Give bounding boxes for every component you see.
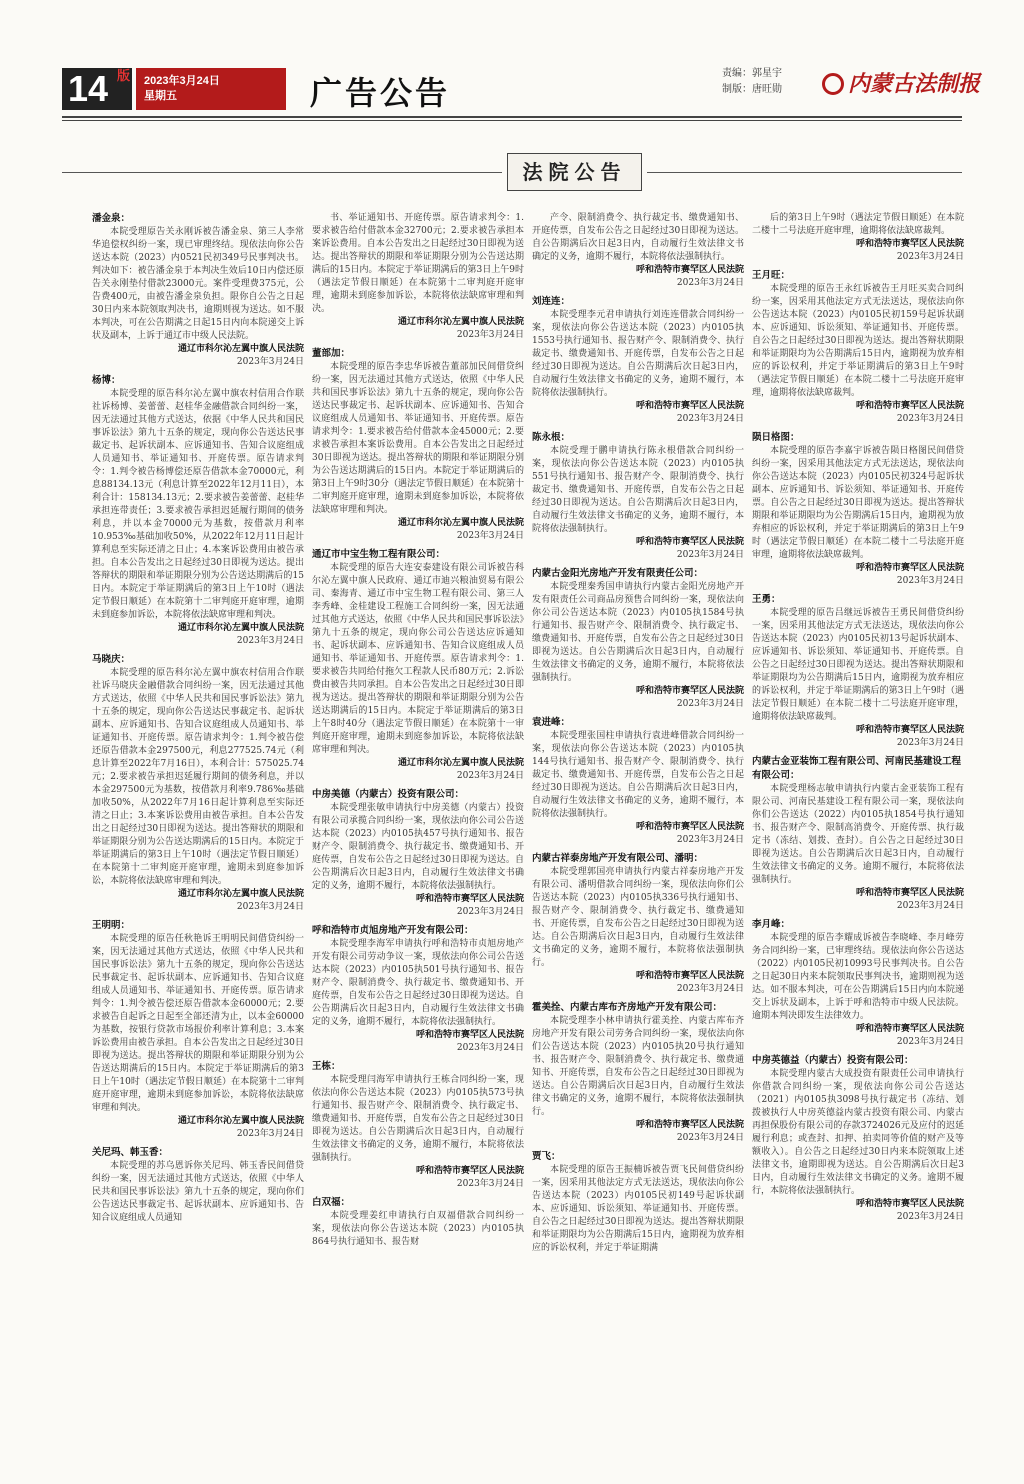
notice-addressee: 中房英德益（内蒙古）投资有限公司： bbox=[752, 1055, 914, 1066]
notice-body: 本院受理闫海军申请执行王栋合同纠纷一案，现依法向你公告送达本院（2023）内0105执573号执行通知书、报告财产令、限制消费令、执行裁定书、缴费通知书、开庭传票，自发布公告之日起经过30日即视为送达。自公告期满后次日起3日内，自动履行生效法律文书确定的义务，逾期不履行，本院将依法强制执行。 bbox=[312, 1075, 524, 1163]
notice-column bbox=[312, 212, 524, 1452]
notice-body: 本院受理姜红申请执行白双福借款合同纠纷一案，现依法向你公告送达本院（2023）内0105执864号执行通知书、报告财 bbox=[312, 1211, 524, 1247]
notice-addressee: 陨日格图： bbox=[752, 432, 800, 443]
notice-date: 2023年3月24日 bbox=[676, 550, 744, 560]
court-notice bbox=[92, 653, 304, 914]
notice-body: 本院受理张国柱申请执行袁进峰借款合同纠纷一案，现依法向你公告送达本院（2023）内0105执144号执行通知书、报告财产令、限制消费令、执行裁定书、缴费通知书、开庭传票，自发布公告之日起经过30日即视为送达。自公告期满后次日起3日内，自动履行生效法律文书确定的义务，逾期不履行，本院将依法强制执行。 bbox=[532, 731, 744, 819]
notice-date: 2023年3月24日 bbox=[456, 907, 524, 917]
notice-body: 本院受理秦秀国申请执行内蒙古金阳光房地产开发有限责任公司商品房预售合同纠纷一案，现依法向你公司公告送达本院（2023）内0105执1584号执行通知书、报告财产令、限制消费令、执行裁定书、缴费通知书、开庭传票，自发布公告之日起经过30日即视为送达。自公告期满后次日起3日内，自动履行生效法律文书确定的义务，逾期不履行，本院将依法强制执行。 bbox=[532, 582, 744, 683]
notice-body: 书、举证通知书、开庭传票。原告请求判令：1.要求被告给付借款本金32700元；2.要求被告承担本案诉讼费用。自本公告发出之日起经过30日即视为送达。提出答辩状的期限和举证期限分别为公告送达期满后的15日内。本院定于举证期满后的第3日上午9时（遇法定节假日顺延）在本院第十二审判庭开庭审理，逾期未到庭参加诉讼，本院将依法缺席审理和判决。 bbox=[312, 213, 524, 314]
court-notice bbox=[752, 269, 964, 426]
notice-court: 通辽市科尔沁左翼中旗人民法院 bbox=[397, 518, 524, 528]
banner-title: 法院公告 bbox=[507, 153, 642, 191]
notice-date: 2023年3月24日 bbox=[676, 835, 744, 845]
editor-credits bbox=[722, 66, 782, 98]
court-notice bbox=[752, 755, 964, 913]
notice-body: 本院受理杨志敏申请执行内蒙古金亚装饰工程有限公司、河南民基建设工程有限公司一案，现依法向你们公告送达（2022）内0105执1854号执行通知书、报告财产令、限制高消费令、开庭传票、执行裁定书（冻结、划拨、查封）。自公告之日起经过30日即视为送达。自公告期满后次日起3日内，自动履行生效法律文书确定的义务。逾期不履行，本院将依法强制执行。 bbox=[752, 784, 964, 885]
notice-addressee: 杨博： bbox=[92, 375, 121, 386]
layout-editor: 制版：唐旺勋 bbox=[722, 84, 782, 95]
notice-date: 2023年3月24日 bbox=[896, 252, 964, 262]
header-rule-thin bbox=[62, 120, 962, 121]
issue-date-box bbox=[136, 68, 286, 110]
notice-court: 呼和浩特市赛罕区人民法院 bbox=[635, 686, 744, 696]
notice-addressee: 贾飞： bbox=[532, 1151, 561, 1162]
notice-addressee: 董部加： bbox=[312, 348, 351, 359]
notice-body: 本院受理原告关永刚诉被告潘金泉、第三人李常华追偿权纠纷一案，现已审理终结。现依法向你公告送达本院（2023）内0521民初349号民事判决书。判决如下：被告潘金泉于本判决生效后10日内偿还原告关永刚垫付借款23000元。案件受理费375元，公告费400元，由被告潘金泉负担。限你自公告之日起30日内来本院领取判决书，逾期则视为送达。如不服本判决，可在公告期满之日起15日内向本院递交上诉状及副本，上诉于通辽市中级人民法院。 bbox=[92, 227, 304, 341]
notice-body: 本院受理的原告王振楠诉被告贾飞民间借贷纠纷一案，因采用其他法定方式无法送达，现依法向你公告送达本院（2023）内0105民初149号起诉状副本、应诉通知、诉讼须知、举证通知书、开庭传票。自公告之日起经过30日即视为送达。提出答辩状期限和举证期限均为公告期满后15日内，逾期视为放弃相应的诉讼权利，并定于举证期满 bbox=[532, 1165, 744, 1253]
page-number-box bbox=[62, 68, 132, 110]
notice-court: 通辽市科尔沁左翼中旗人民法院 bbox=[397, 317, 524, 327]
notice-court: 呼和浩特市赛罕区人民法院 bbox=[635, 401, 744, 411]
notice-body: 本院受理郭国亮申请执行内蒙古祥泰房地产开发有限公司、潘明借款合同纠纷一案，现依法向你们公告送达本院（2023）内0105执336号执行通知书、报告财产令、限制消费令、执行裁定书、缴费通知书、开庭传票，自发布公告之日起经过30日即视为送达。自公告期满后次日起3日内，自动履行生效法律文书确定的义务，逾期不履行，本院将依法强制执行。 bbox=[532, 867, 744, 968]
notice-court: 呼和浩特市赛罕区人民法院 bbox=[855, 888, 964, 898]
court-notice bbox=[312, 1060, 524, 1191]
notice-court: 呼和浩特市赛罕区人民法院 bbox=[415, 1030, 524, 1040]
notice-column bbox=[752, 212, 964, 1452]
notice-body: 本院受理的原告李耀成诉被告李晓峰、李月峰劳务合同纠纷一案，已审理终结。现依法向你公告送达（2022）内0105民初10993号民事判决书。自公告之日起30日内来本院领取民事判决书，逾期则视为送达。如不服本判决，可在公告期满后15日内向本院递交上诉状及副本，上诉于呼和浩特市中级人民法院。逾期本判决即发生法律效力。 bbox=[752, 933, 964, 1021]
court-notice bbox=[312, 548, 524, 783]
notice-column bbox=[532, 212, 744, 1452]
notice-date: 2023年3月24日 bbox=[456, 330, 524, 340]
notice-addressee: 马晓庆： bbox=[92, 654, 131, 665]
court-notice bbox=[532, 295, 744, 426]
notice-addressee: 刘连连： bbox=[532, 296, 571, 307]
notice-court: 通辽市科尔沁左翼中旗人民法院 bbox=[177, 344, 304, 354]
court-notice bbox=[532, 1001, 744, 1145]
notice-date: 2023年3月24日 bbox=[456, 531, 524, 541]
notice-date: 2023年3月24日 bbox=[896, 901, 964, 911]
notice-date: 2023年3月24日 bbox=[456, 771, 524, 781]
newspaper-logo bbox=[822, 64, 1022, 104]
court-notice bbox=[312, 212, 524, 342]
court-notice bbox=[752, 593, 964, 750]
notice-body: 本院受理李元君申请执行刘连连借款合同纠纷一案，现依法向你公告送达本院（2023）内0105执1553号执行通知书、报告财产令、限制消费令、执行裁定书、缴费通知书、开庭传票，自发布公告之日起经过30日即视为送达。自公告期满后次日起3日内，自动履行生效法律文书确定的义务，逾期不履行，本院将依法强制执行。 bbox=[532, 310, 744, 398]
notice-court: 呼和浩特市赛罕区人民法院 bbox=[855, 725, 964, 735]
court-notice bbox=[312, 1196, 524, 1249]
notice-addressee: 白双福： bbox=[312, 1197, 351, 1208]
notice-court: 呼和浩特市赛罕区人民法院 bbox=[635, 537, 744, 547]
notice-body: 本院受理的原告任秋艳诉王明明民间借贷纠纷一案，因无法通过其他方式送达，依照《中华人民共和国民事诉讼法》第九十五条的规定，现向你公告送达民事裁定书、起诉状副本、应诉通知书、告知合议庭组成人员通知书、举证通知书、开庭传票。原告请求判令：1.判令被告偿还原告借款本金60000元；2.要求被告自起诉之日起至全部还清为止，以本金60000为基数，按银行贷款市场报价利率计算利息；3.本案诉讼费用由被告承担。自本公告发出之日起经过30日即视为送达。提出答辩状的期限和举证期限分别为公告送达期满后的15日内。本院定于举证期满后的第3日上午10时（遇法定节假日顺延）在本院第十二审判庭开庭审理，逾期未到庭参加诉讼，本院将依法缺席审理和判决。 bbox=[92, 934, 304, 1113]
notice-body: 本院受理李海军申请执行呼和浩特市贞旭房地产开发有限公司劳动争议一案，现依法向你公司公告送达本院（2023）内0105执501号执行通知书、报告财产令、限制消费令、执行裁定书、缴费通知书、开庭传票，自发布公告之日起经过30日即视为送达。自公告期满后次日起3日内，自动履行生效法律文书确定的义务，逾期不履行，本院将依法强制执行。 bbox=[312, 939, 524, 1027]
notice-addressee: 中房美德（内蒙古）投资有限公司： bbox=[312, 789, 465, 800]
court-notice bbox=[92, 1146, 304, 1225]
court-notice bbox=[532, 852, 744, 996]
court-notice bbox=[752, 918, 964, 1049]
notice-court: 呼和浩特市赛罕区人民法院 bbox=[635, 971, 744, 981]
notice-court: 通辽市科尔沁左翼中旗人民法院 bbox=[177, 889, 304, 899]
notice-date: 2023年3月24日 bbox=[456, 1179, 524, 1189]
page-suffix: 版 bbox=[116, 68, 130, 83]
notice-court: 通辽市科尔沁左翼中旗人民法院 bbox=[177, 1116, 304, 1126]
notice-date: 2023年3月24日 bbox=[236, 902, 304, 912]
masthead bbox=[62, 62, 981, 114]
court-notice bbox=[752, 1054, 964, 1224]
page-number: 14 bbox=[68, 68, 109, 109]
notice-date: 2023年3月24日 bbox=[456, 1043, 524, 1053]
notice-body: 本院受理于鹏申请执行陈永根借款合同纠纷一案，现依法向你公告送达本院（2023）内0105执551号执行通知书、报告财产令、限制消费令、执行裁定书、缴费通知书、开庭传票，自发布公告之日起经过30日即视为送达。自公告期满后次日起3日内，自动履行生效法律文书确定的义务，逾期不履行，本院将依法强制执行。 bbox=[532, 446, 744, 534]
notice-body: 本院受理的原告大连安泰建设有限公司诉被告科尔沁左翼中旗人民政府、通辽市迪兴粮油贸易有限公司、秦海青、通辽市中宝生物工程有限公司、第三人李秀峰、金桂建设工程施工合同纠纷一案，因无法通过其他方式送达，依照《中华人民共和国民事诉讼法》第九十五条的规定，现向你公司公告送达应诉通知书、起诉状副本、应诉通知书、告知合议庭组成人员通知书、举证通知书、开庭传票。原告请求判令：1.要求被告共同给付拖欠工程款人民币80万元；2.诉讼费由被告共同承担。自本公告发出之日起经过30日即视为送达。提出答辩状的期限和举证期限分别为公告送达期满后的15日内。本院定于举证期满后的第3日上午8时40分（遇法定节假日顺延）在本院第十一审判庭开庭审理，逾期未到庭参加诉讼，本院将依法缺席审理和判决。 bbox=[312, 563, 524, 755]
court-notice bbox=[312, 924, 524, 1055]
notice-date: 2023年3月24日 bbox=[676, 1133, 744, 1143]
notice-addressee: 内蒙古金亚装饰工程有限公司、河南民基建设工程有限公司： bbox=[752, 756, 962, 781]
court-notice bbox=[92, 212, 304, 369]
notice-court: 呼和浩特市赛罕区人民法院 bbox=[855, 401, 964, 411]
notice-addressee: 王明明： bbox=[92, 920, 131, 931]
notice-addressee: 呼和浩特市贞旭房地产开发有限公司： bbox=[312, 925, 474, 936]
notice-body: 本院受理的苏乌恩诉你关尼玛、韩玉香民间借贷纠纷一案，因无法通过其他方式送达，依照《中华人民共和国民事诉讼法》第九十五条的规定，现向你们公告送达民事裁定书、起诉状副本、应诉通知书、告知合议庭组成人员通知 bbox=[92, 1161, 304, 1223]
notice-date: 2023年3月24日 bbox=[896, 738, 964, 748]
notice-court: 呼和浩特市赛罕区人民法院 bbox=[415, 1166, 524, 1176]
notice-date: 2023年3月24日 bbox=[896, 414, 964, 424]
notice-columns bbox=[92, 212, 964, 1452]
notice-addressee: 内蒙古祥泰房地产开发有限公司、潘明： bbox=[532, 853, 704, 864]
notice-date: 2023年3月24日 bbox=[236, 357, 304, 367]
notice-court: 呼和浩特市赛罕区人民法院 bbox=[855, 563, 964, 573]
notice-addressee: 通辽市中宝生物工程有限公司： bbox=[312, 549, 446, 560]
notice-court: 呼和浩特市赛罕区人民法院 bbox=[635, 265, 744, 275]
notice-body: 本院受理的原告吕继远诉被告王勇民间借贷纠纷一案，因采用其他法定方式无法送达，现依法向你公告送达本院（2023）内0105民初13号起诉状副本、应诉通知书、诉讼须知、举证通知书、开庭传票。自公告之日起经过30日即视为送达。提出答辩状期限和举证期限均为公告期满后15日内，逾期视为放弃相应的诉讼权利，并定于举证期满后的第3日上午9时（遇法定节假日顺延）在本院二楼十二号法庭开庭审理，逾期将依法缺席裁判。 bbox=[752, 608, 964, 722]
court-notice bbox=[752, 212, 964, 264]
notice-body: 本院受理内蒙古大成投资有限责任公司申请执行你借款合同纠纷一案，现依法向你公司公告送达（2021）内0105执3098号执行裁定书（冻结、划拨被执行人中房英德益内蒙古投资有限公司、内蒙古再担保股份有限公司的存款3724026元及应付的迟延履行利息；或查封、扣押、拍卖同等价值的财产及等额收入）。自公告之日起经过30日内来本院领取上述法律文书，逾期即视为送达。自公告期满后次日起3日内，自动履行生效法律文书确定的义务。逾期不履行，本院将依法强制执行。 bbox=[752, 1069, 964, 1196]
court-notice bbox=[312, 347, 524, 543]
notice-date: 2023年3月24日 bbox=[236, 636, 304, 646]
notice-addressee: 潘金泉： bbox=[92, 213, 131, 224]
court-notice bbox=[532, 716, 744, 847]
paper-name: 内蒙古法制报 bbox=[848, 71, 981, 97]
notice-column bbox=[92, 212, 304, 1452]
notice-date: 2023年3月24日 bbox=[676, 699, 744, 709]
notice-body: 本院受理的原告科尔沁左翼中旗农村信用合作联社诉马晓庆金融借款合同纠纷一案，因无法通过其他方式送达，依照《中华人民共和国民事诉讼法》第九十五条的规定，现向你公告送达民事裁定书、起诉状副本、应诉通知书、告知合议庭组成人员通知书、举证通知书、开庭传票。原告请求判令：1.判令被告偿还原告借款本金297500元，利息277525.74元（利息计算至2022年7月16日），本利合计：575025.74元；2.要求被告承担迟延履行期间的债务利息，并以本金297500元为基数，按借款月利率9.786‰基础加收50%，从2022年7月16日起计算利息至实际还清之日止；3.本案诉讼费用由被告承担。自本公告发出之日起经过30日即视为送达。提出答辩状的期限和举证期限分别为公告送达期满后的15日内。本院定于举证期满后的第3日上午10时（遇法定节假日顺延）在本院第十二审判庭开庭审理，逾期未到庭参加诉讼，本院将依法缺席审理和判决。 bbox=[92, 668, 304, 886]
notice-date: 2023年3月24日 bbox=[896, 576, 964, 586]
section-banner bbox=[62, 148, 962, 198]
editor: 责编：郭星宇 bbox=[722, 68, 782, 79]
notice-addressee: 李月峰： bbox=[752, 919, 791, 930]
section-title: 广告公告 bbox=[310, 74, 451, 112]
notice-court: 呼和浩特市赛罕区人民法院 bbox=[635, 822, 744, 832]
notice-addressee: 陈永根： bbox=[532, 432, 571, 443]
notice-court: 呼和浩特市赛罕区人民法院 bbox=[635, 1120, 744, 1130]
notice-addressee: 关尼玛、韩玉香： bbox=[92, 1147, 169, 1158]
notice-date: 2023年3月24日 bbox=[676, 278, 744, 288]
notice-body: 本院受理张敏申请执行中房美德（内蒙古）投资有限公司承揽合同纠纷一案，现依法向你公司公告送达本院（2023）内0105执457号执行通知书、报告财产令、限制消费令、执行裁定书、缴费通知书、开庭传票，自发布公告之日起经过30日即视为送达。自公告期满后次日起3日内，自动履行生效法律文书确定的义务，逾期不履行，本院将依法强制执行。 bbox=[312, 803, 524, 891]
notice-date: 2023年3月24日 bbox=[676, 984, 744, 994]
notice-body: 后的第3日上午9时（遇法定节假日顺延）在本院二楼十二号法庭开庭审理，逾期将依法缺席裁判。 bbox=[752, 213, 964, 236]
notice-date: 2023年3月24日 bbox=[236, 1129, 304, 1139]
court-notice bbox=[312, 788, 524, 919]
court-notice bbox=[92, 374, 304, 648]
issue-date: 2023年3月24日 bbox=[144, 75, 220, 87]
notice-court: 呼和浩特市赛罕区人民法院 bbox=[855, 1024, 964, 1034]
header-rule bbox=[62, 116, 962, 118]
notice-date: 2023年3月24日 bbox=[896, 1037, 964, 1047]
notice-date: 2023年3月24日 bbox=[896, 1212, 964, 1222]
court-notice bbox=[532, 431, 744, 562]
notice-body: 本院受理的原告王永红诉被告王月旺买卖合同纠纷一案，因采用其他法定方式无法送达，现依法向你公告送达本院（2023）内0105民初159号起诉状副本、应诉通知、诉讼须知、举证通知书、开庭传票。自公告之日起经过30日即视为送达。提出答辩状期限和举证期限均为公告期满后15日内，逾期视为放弃相应的诉讼权利，并定于举证期满后的第3日上午9时（遇法定节假日顺延）在本院二楼十二号法庭开庭审理，逾期将依法缺席裁判。 bbox=[752, 284, 964, 398]
notice-body: 本院受理的原告李嘉宇诉被告陨日格图民间借贷纠纷一案，因采用其他法定方式无法送达，现依法向你公告送达本院（2023）内0105民初324号起诉状副本、应诉通知书、诉讼须知、举证通知书、开庭传票。自公告之日起经过30日即视为送达。提出答辩状期限和举证期限均为公告期满后15日内，逾期视为放弃相应的诉讼权利，并定于举证期满后的第3日上午9时（遇法定节假日顺延）在本院二楼十二号法庭开庭审理，逾期将依法缺席裁判。 bbox=[752, 446, 964, 560]
notice-court: 通辽市科尔沁左翼中旗人民法院 bbox=[397, 758, 524, 768]
banner-line-right bbox=[647, 172, 962, 173]
notice-addressee: 王月旺： bbox=[752, 270, 791, 281]
notice-court: 呼和浩特市赛罕区人民法院 bbox=[855, 1199, 964, 1209]
notice-addressee: 霍美拴、内蒙古库布齐房地产开发有限公司： bbox=[532, 1002, 723, 1013]
notice-addressee: 王勇： bbox=[752, 594, 781, 605]
notice-body: 本院受理的原告科尔沁左翼中旗农村信用合作联社诉杨博、姜蕾蕾、赵桂华金融借款合同纠纷一案，因无法通过其他方式送达，依据《中华人民共和国民事诉讼法》第九十五条的规定，现向你公告送达民事裁定书、起诉状副本、应诉通知书、告知合议庭组成人员通知书、举证通知书、开庭传票。原告请求判令：1.判令被告杨博偿还原告借款本金70000元，利息88134.13元（利息计算至2022年12月11日），本利合计：158134.13元；2.要求被告姜蕾蕾、赵桂华承担连带责任；3.要求被告承担迟延履行期间的债务利息，并以本金70000元为基数，按借款月利率10.953‰基础加收50%，从2022年12月11日起计算利息至实际还清之日止；4.本案诉讼费用由被告承担。自本公告发出之日起经过30日即视为送达。提出答辩状的期限和举证期限分别为公告送达期满后的15日内。本院定于举证期满后的第3日上午10时（遇法定节假日顺延）在本院第十二审判庭开庭审理，逾期未到庭参加诉讼，本院将依法缺席审理和判决。 bbox=[92, 389, 304, 620]
notice-court: 呼和浩特市赛罕区人民法院 bbox=[415, 894, 524, 904]
emblem-icon bbox=[822, 73, 844, 95]
notice-court: 呼和浩特市赛罕区人民法院 bbox=[855, 239, 964, 249]
court-notice bbox=[532, 567, 744, 711]
notice-body: 本院受理李小林申请执行霍美拴、内蒙古库布齐房地产开发有限公司劳务合同纠纷一案，现依法向你们公告送达本院（2023）内0105执20号执行通知书、报告财产令、限制消费令、执行裁定书、缴费通知书、开庭传票，自发布公告之日起经过30日即视为送达。自公告期满后次日起3日内，自动履行生效法律文书确定的义务，逾期不履行，本院将依法强制执行。 bbox=[532, 1016, 744, 1117]
notice-addressee: 王栋： bbox=[312, 1061, 341, 1072]
court-notice bbox=[532, 212, 744, 290]
notice-body: 本院受理的原告李忠华诉被告董部加民间借贷纠纷一案，因无法通过其他方式送达，依照《中华人民共和国民事诉讼法》第九十五条的规定，现向你公告送达民事裁定书、起诉状副本、应诉通知书、告知合议庭组成人员通知书、举证通知书、开庭传票。原告请求判令：1.要求被告给付借款本金45000元；2.要求被告承担本案诉讼费用。自本公告发出之日起经过30日即视为送达。提出答辩状的期限和举证期限分别为公告送达期满后的15日内。本院定于举证期满后的第3日上午9时30分（遇法定节假日顺延）在本院第十二审判庭开庭审理，逾期未到庭参加诉讼，本院将依法缺席审理和判决。 bbox=[312, 362, 524, 515]
banner-line-left bbox=[62, 172, 502, 173]
court-notice bbox=[752, 431, 964, 588]
notice-addressee: 内蒙古金阳光房地产开发有限责任公司： bbox=[532, 568, 704, 579]
notice-date: 2023年3月24日 bbox=[676, 414, 744, 424]
court-notice bbox=[532, 1150, 744, 1255]
notice-body: 产令、限制消费令、执行裁定书、缴费通知书、开庭传票，自发布公告之日起经过30日即视为送达。自公告期满后次日起3日内，自动履行生效法律文书确定的义务，逾期不履行，本院将依法强制执行。 bbox=[532, 213, 744, 262]
issue-weekday: 星期五 bbox=[144, 90, 177, 102]
court-notice bbox=[92, 919, 304, 1141]
notice-addressee: 袁进峰： bbox=[532, 717, 571, 728]
notice-court: 通辽市科尔沁左翼中旗人民法院 bbox=[177, 623, 304, 633]
